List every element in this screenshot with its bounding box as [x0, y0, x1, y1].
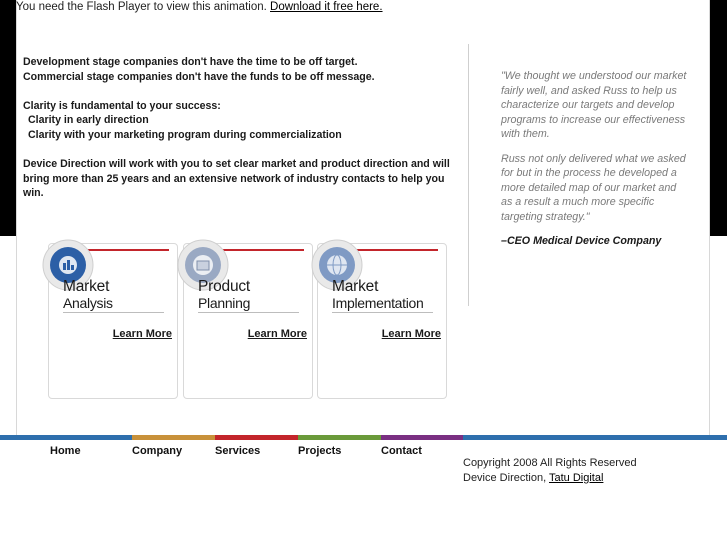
nav-company[interactable]: Company	[132, 445, 183, 457]
stripe-segment	[0, 435, 132, 440]
card-title-underline	[198, 312, 299, 313]
learn-more-link[interactable]: Learn More	[112, 328, 172, 340]
footer-company: Device Direction,	[463, 471, 547, 484]
testimonial-attribution: –CEO Medical Device Company	[501, 235, 662, 247]
learn-more-link[interactable]: Learn More	[381, 328, 441, 340]
intro-bullet: Clarity with your marketing program during commercialization	[28, 128, 342, 141]
nav-services[interactable]: Services	[215, 445, 261, 457]
testimonial-quote: "We thought we understood our market fairly well, and asked Russ to help us characterize our targets and develop programs to increase our effectiveness with them.	[501, 70, 687, 140]
card-market-implementation[interactable]	[317, 243, 447, 399]
flash-notice	[16, 1, 383, 13]
card-title: Market	[332, 278, 379, 295]
card-market-analysis[interactable]	[48, 243, 178, 399]
nav-home[interactable]: Home	[50, 445, 81, 457]
copyright-text: Copyright 2008 All Rights Reserved	[463, 457, 637, 469]
card-product-planning[interactable]	[183, 243, 313, 399]
stripe-segment	[381, 435, 463, 440]
intro-line: Development stage companies don't have the time to be off target.	[23, 56, 358, 68]
card-subtitle: Planning	[198, 295, 251, 311]
stripe-segment	[298, 435, 381, 440]
intro-text	[23, 55, 463, 201]
nav-color-stripe	[0, 435, 727, 440]
intro-bullet: Clarity in early direction	[28, 114, 149, 127]
flash-download-link[interactable]: Download it free here.	[270, 1, 383, 13]
footer	[463, 456, 637, 485]
footer-credit-link[interactable]: Tatu Digital	[549, 471, 604, 484]
stripe-segment	[215, 435, 298, 440]
main-nav	[0, 445, 470, 459]
flash-message: You need the Flash Player to view this animation.	[16, 1, 267, 13]
card-subtitle: Analysis	[63, 295, 113, 311]
card-title: Product	[198, 278, 251, 295]
stripe-segment	[132, 435, 215, 440]
intro-line: Clarity is fundamental to your success:	[23, 99, 221, 112]
vertical-divider	[468, 44, 469, 306]
intro-paragraph: Device Direction will work with you to set clear market and product direction and will bring more than 25 years and an extensive network of industry contacts to help you win.	[23, 158, 450, 200]
stripe-segment	[463, 435, 727, 440]
card-title-underline	[332, 312, 433, 313]
intro-line: Commercial stage companies don't have the funds to be off message.	[23, 70, 375, 83]
card-subtitle: Implementation	[332, 295, 424, 311]
card-title: Market	[63, 278, 110, 295]
testimonial-quote: Russ not only delivered what we asked for but in the process he developed a more detailed map of our market and as a result a much more specific targeting strategy."	[501, 152, 686, 223]
nav-projects[interactable]: Projects	[298, 445, 342, 457]
card-title-underline	[63, 312, 164, 313]
learn-more-link[interactable]: Learn More	[247, 328, 307, 340]
testimonial	[501, 69, 689, 249]
nav-contact[interactable]: Contact	[381, 445, 422, 457]
